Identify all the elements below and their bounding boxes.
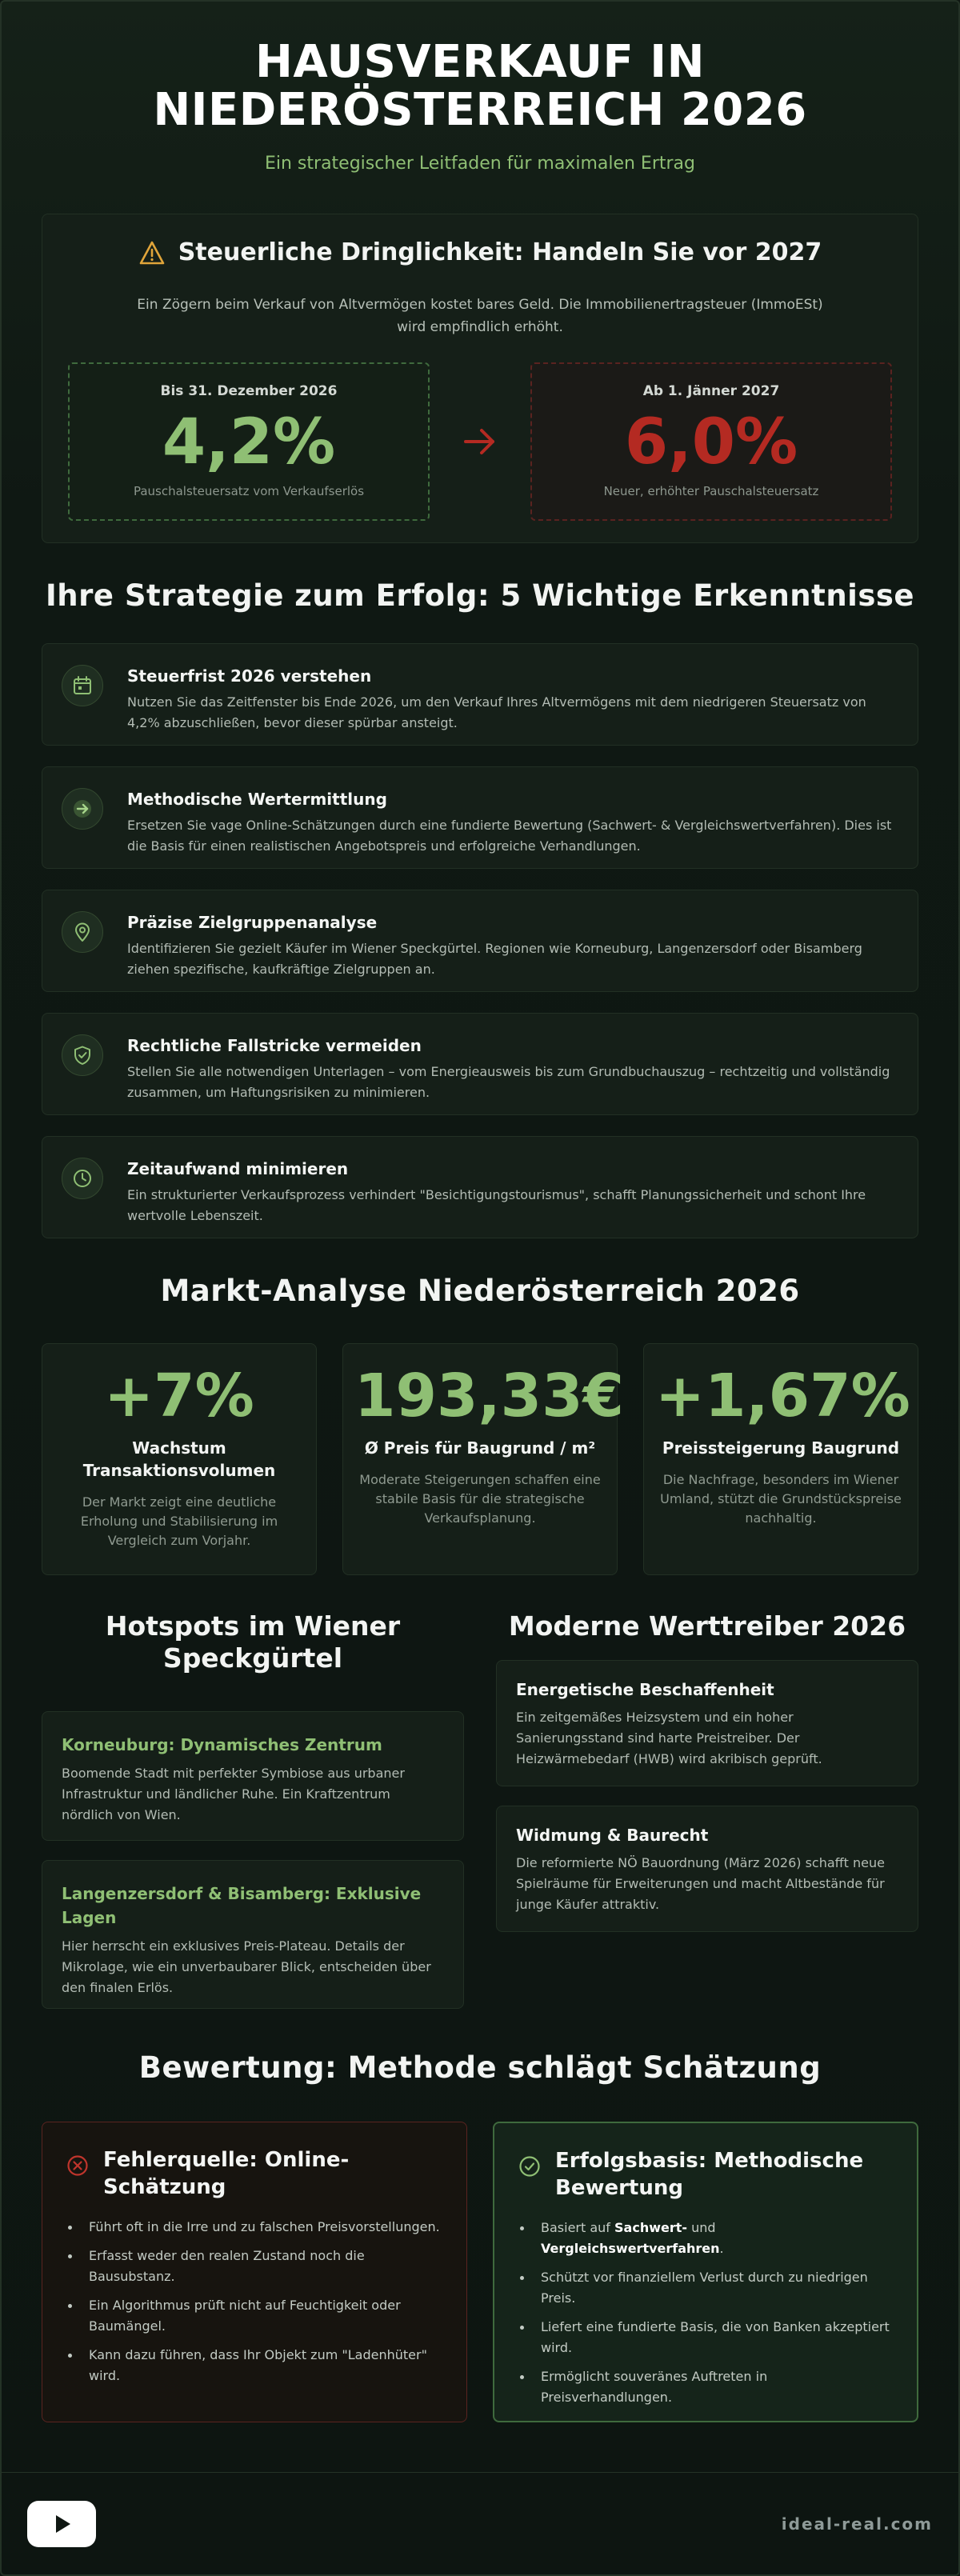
insights-list (42, 643, 918, 1238)
text-segment: und (687, 2220, 716, 2235)
list-item: Führt oft in die Irre und zu falschen Preisvorstellungen. (66, 2217, 444, 2238)
insight-content (127, 665, 898, 734)
insight-content (127, 1034, 898, 1103)
youtube-play-icon[interactable] (27, 2501, 96, 2547)
hotspot-text: Hier herrscht ein exklusives Preis-Plateau. Details der Mikrolage, wie ein unverbaubarer Blick, entscheiden über den finalen Erlös. (62, 1938, 431, 1995)
hotspots-column (42, 1610, 464, 2028)
stat-value: 193,33€ (354, 1362, 625, 1430)
tax-before-note: Pauschalsteuersatz vom Verkaufserlös (133, 484, 365, 498)
tax-title-row (68, 238, 892, 266)
card-header (518, 2147, 894, 2202)
list-item: Erfasst weder den realen Zustand noch die Bausubstanz. (66, 2246, 444, 2287)
hotspots-title: Hotspots im Wiener Speckgürtel (105, 1610, 401, 1674)
market-stats (42, 1343, 918, 1575)
page-subtitle: Ein strategischer Leitfaden für maximalen Ertrag (264, 154, 695, 174)
stat-text: Die Nachfrage, besonders im Wiener Umland, stützt die Grundstückspreise nachhaltig. (660, 1472, 902, 1526)
list-item: Schützt vor finanziellem Verlust durch zu niedrigen Preis. (518, 2267, 894, 2309)
method-valuation-card (493, 2122, 918, 2422)
text-segment: Basiert auf (541, 2220, 615, 2235)
insight-text: Ein strukturierter Verkaufsprozess verhindert "Besichtigungstourismus", schafft Planungssicherheit und schont Ihre wertvolle Lebenszeit. (127, 1187, 866, 1223)
stat-price-increase (643, 1343, 918, 1575)
x-circle-icon (66, 2154, 89, 2177)
stat-value: +7% (104, 1362, 254, 1430)
driver-text: Die reformierte NÖ Bauordnung (März 2026) schafft neue Spielräume für Erweiterungen und macht Altbestände für junge Käufer attraktiv. (516, 1855, 886, 1912)
stat-transaction-growth (42, 1343, 317, 1575)
page-header (42, 2, 918, 174)
insight-title: Zeitaufwand minimieren (127, 1159, 349, 1178)
insight-legal (42, 1013, 918, 1115)
bold-term: Vergleichswertverfahren (541, 2241, 720, 2256)
driver-title: Energetische Beschaffenheit (516, 1680, 774, 1699)
tax-rate-after (530, 362, 892, 521)
insight-text: Ersetzen Sie vage Online-Schätzungen durch eine fundierte Bewertung (Sachwert- & Vergleichswertverfahren). Dies ist die Basis für einen realistischen Angebotspreis und erfolgreiche Verhandlungen. (127, 818, 892, 854)
shield-check-icon (62, 1034, 103, 1076)
valuation-comparison (42, 2122, 918, 2422)
hotspot-korneuburg (42, 1711, 464, 1841)
valuation-title: Bewertung: Methode schlägt Schätzung (138, 2050, 822, 2085)
drivers-column (496, 1610, 918, 2028)
stat-label: Ø Preis für Baugrund / m² (364, 1438, 596, 1458)
tax-after-note: Neuer, erhöhter Pauschalsteuersatz (603, 484, 819, 498)
insight-content (127, 1158, 898, 1226)
calendar-icon (62, 665, 103, 706)
insight-content (127, 788, 898, 857)
driver-text: Ein zeitgemäßes Heizsystem und ein hoher Sanierungsstand sind harte Preistreiber. Der Heizwärmebedarf (HWB) wird akribisch geprüft. (516, 1710, 822, 1766)
warning-icon (138, 240, 166, 266)
online-estimate-card (42, 2122, 467, 2422)
list-item: Ein Algorithmus prüft nicht auf Feuchtigkeit oder Baumängel. (66, 2295, 444, 2337)
list-item: Ermöglicht souveränes Auftreten in Preisverhandlungen. (518, 2366, 894, 2408)
insight-valuation (42, 766, 918, 869)
check-circle-icon (518, 2155, 541, 2178)
two-column-section (42, 1610, 918, 2028)
hotspot-langenzersdorf-bisamberg (42, 1860, 464, 2009)
insight-title: Rechtliche Fallstricke vermeiden (127, 1036, 422, 1055)
driver-energy (496, 1660, 918, 1786)
tax-comparison (68, 362, 892, 521)
stat-text: Moderate Steigerungen schaffen eine stabile Basis für die strategische Verkaufsplanung. (359, 1472, 601, 1526)
stat-value: +1,67% (655, 1362, 910, 1430)
drivers-title: Moderne Werttreiber 2026 (508, 1610, 906, 1642)
tax-urgency-card (42, 214, 918, 543)
brand-link[interactable]: ideal-real.com (781, 2514, 933, 2534)
bad-points-list (66, 2217, 444, 2386)
insight-title: Methodische Wertermittlung (127, 790, 387, 809)
driver-zoning (496, 1806, 918, 1932)
stat-label: Preissteigerung Baugrund (662, 1438, 900, 1458)
bold-term: Sachwert- (614, 2220, 688, 2235)
title-line-1: HAUSVERKAUF IN (255, 36, 705, 88)
driver-title: Widmung & Baurecht (516, 1826, 709, 1845)
tax-after-rate: 6,0% (624, 406, 798, 478)
tax-title: Steuerliche Dringlichkeit: Handeln Sie vor 2027 (178, 238, 822, 266)
map-pin-icon (62, 911, 103, 953)
page-footer (2, 2472, 958, 2574)
title-line-2: NIEDERÖSTERREICH 2026 (153, 84, 807, 136)
insight-text: Stellen Sie alle notwendigen Unterlagen – vom Energieausweis bis zum Grundbuchauszug – rechtzeitig und vollständig zusammen, um Haftungsrisiken zu minimieren. (127, 1064, 890, 1100)
tax-description: Ein Zögern beim Verkauf von Altvermögen kostet bares Geld. Die Immobilienertragsteuer (ImmoESt) wird empfindlich erhöht. (137, 297, 823, 335)
market-title: Markt-Analyse Niederösterreich 2026 (160, 1274, 800, 1308)
arrow-right-icon (456, 418, 504, 466)
insight-text: Identifizieren Sie gezielt Käufer im Wiener Speckgürtel. Regionen wie Korneuburg, Langenzersdorf oder Bisamberg ziehen spezifische, kaufkräftige Zielgruppen an. (127, 941, 862, 977)
list-item: Kann dazu führen, dass Ihr Objekt zum "Ladenhüter" wird. (66, 2345, 444, 2386)
insight-tax-deadline (42, 643, 918, 746)
hotspot-title: Langenzersdorf & Bisamberg: Exklusive Lagen (62, 1884, 422, 1927)
tax-before-label: Bis 31. Dezember 2026 (160, 383, 338, 399)
text-segment: . (719, 2241, 724, 2256)
list-item: Liefert eine fundierte Basis, die von Banken akzeptiert wird. (518, 2317, 894, 2358)
clock-icon (62, 1158, 103, 1199)
tax-after-label: Ab 1. Jänner 2027 (642, 383, 780, 399)
good-points-list (518, 2218, 894, 2408)
stat-text: Der Markt zeigt eine deutliche Erholung und Stabilisierung im Vergleich zum Vorjahr. (80, 1494, 278, 1548)
strategy-title: Ihre Strategie zum Erfolg: 5 Wichtige Erkenntnisse (46, 578, 914, 613)
tax-before-rate: 4,2% (162, 406, 336, 478)
hotspot-text: Boomende Stadt mit perfekter Symbiose aus urbaner Infrastruktur und ländlicher Ruhe. Ein Kraftzentrum nördlich von Wien. (62, 1766, 405, 1822)
hotspot-title: Korneuburg: Dynamisches Zentrum (62, 1735, 382, 1754)
insight-text: Nutzen Sie das Zeitfenster bis Ende 2026, um den Verkauf Ihres Altvermögens mit dem niedrigeren Steuersatz von 4,2% abzuschließen, bevor dieser spürbar ansteigt. (127, 694, 866, 730)
insight-content (127, 911, 898, 980)
insight-time (42, 1136, 918, 1238)
card-title: Erfolgsbasis: Methodische Bewertung (555, 2149, 864, 2200)
tax-rate-before (68, 362, 430, 521)
insight-target-group (42, 890, 918, 992)
play-triangle-icon (50, 2512, 74, 2536)
page-title (42, 38, 918, 134)
insight-title: Steuerfrist 2026 verstehen (127, 666, 372, 686)
list-item (518, 2218, 894, 2259)
card-title: Fehlerquelle: Online-Schätzung (103, 2148, 350, 2199)
insight-title: Präzise Zielgruppenanalyse (127, 913, 378, 932)
arrow-right-icon (62, 788, 103, 830)
card-header (66, 2146, 444, 2201)
stat-land-price (342, 1343, 625, 1575)
stat-label: Wachstum Transaktionsvolumen (82, 1438, 276, 1480)
